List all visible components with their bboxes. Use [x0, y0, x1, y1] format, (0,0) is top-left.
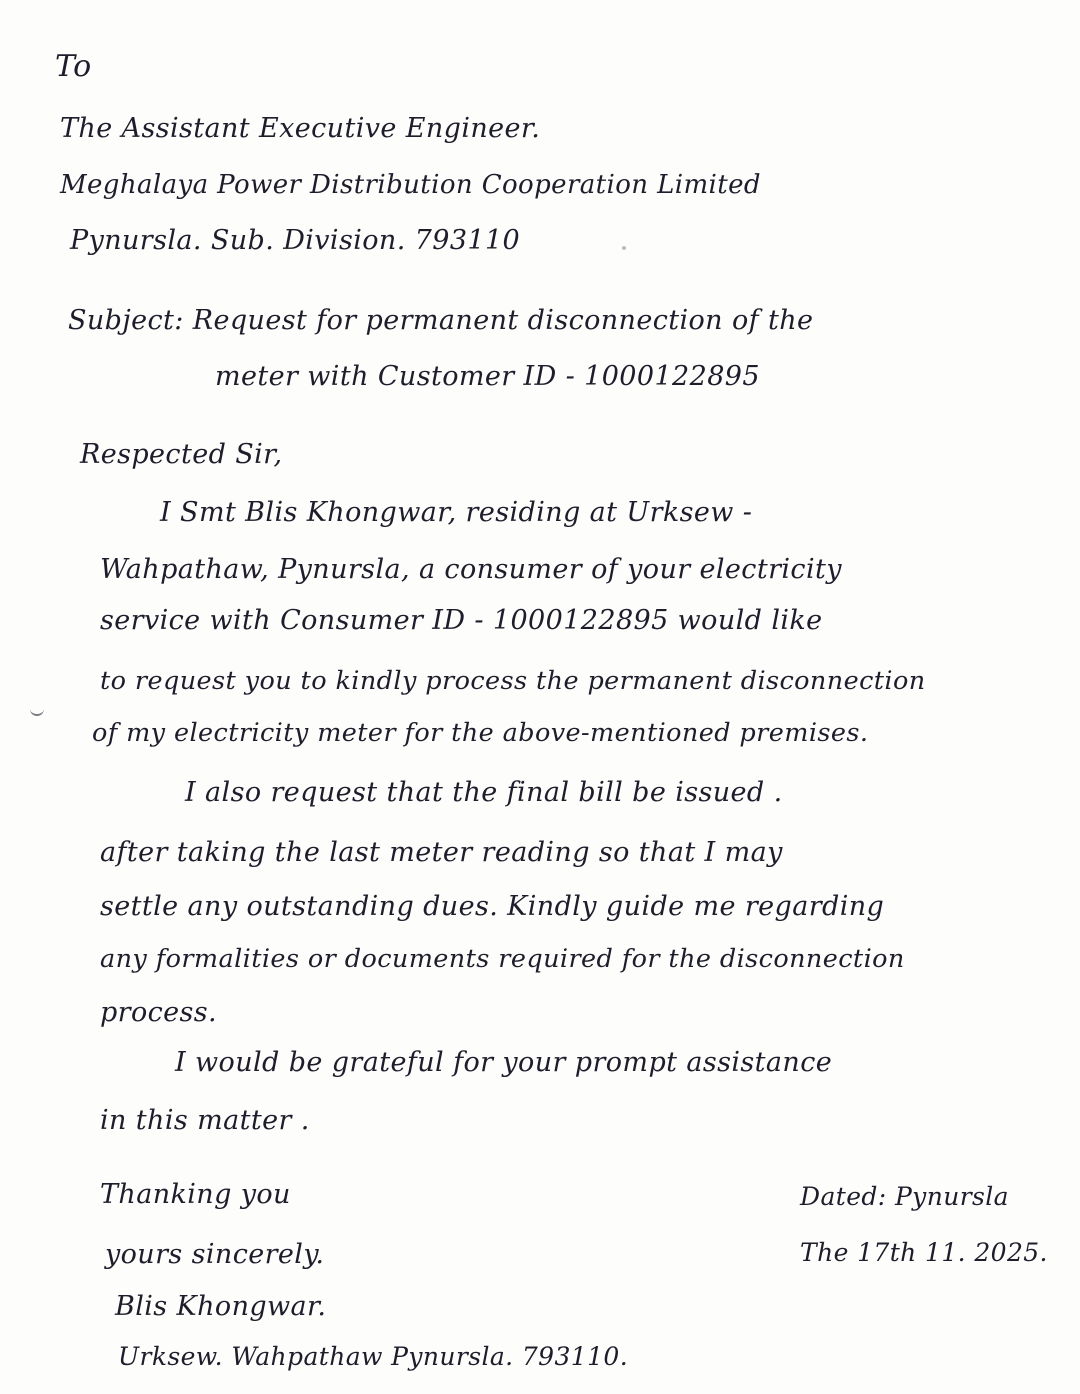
body-line-12: in this matter . [100, 1105, 310, 1136]
body-line-1: I Smt Blis Khongwar, residing at Urksew - [160, 497, 753, 528]
closing-thanks: Thanking you [100, 1179, 291, 1210]
body-line-9: any formalities or documents required for the disconnection [100, 944, 905, 974]
body-line-6: I also request that the final bill be issued . [185, 777, 783, 808]
body-line-4: to request you to kindly process the permanent disconnection [100, 666, 926, 696]
closing-sincerely: yours sincerely. [105, 1239, 325, 1270]
body-line-8: settle any outstanding dues. Kindly guide me regarding [100, 891, 885, 922]
recipient-line-3: Pynursla. Sub. Division. 793110 [70, 225, 521, 256]
dated-place: Dated: Pynursla [800, 1182, 1009, 1211]
recipient-line-1: The Assistant Executive Engineer. [60, 113, 541, 144]
body-line-3: service with Consumer ID - 1000122895 would like [100, 605, 823, 636]
body-line-10: process. [100, 997, 218, 1028]
margin-mark [30, 700, 44, 716]
body-line-5: of my electricity meter for the above-mentioned premises. [92, 718, 869, 748]
subject-line-2: meter with Customer ID - 1000122895 [215, 361, 760, 392]
greeting: Respected Sir, [80, 439, 283, 470]
paper-speck [622, 246, 626, 250]
subject-line-1: Subject: Request for permanent disconnection of the [68, 305, 814, 336]
signature-name: Blis Khongwar. [115, 1291, 327, 1322]
body-line-11: I would be grateful for your prompt assistance [175, 1047, 833, 1078]
to-line: To [55, 49, 92, 84]
recipient-line-2: Meghalaya Power Distribution Cooperation Limited [60, 170, 761, 200]
body-line-7: after taking the last meter reading so that I may [100, 837, 783, 868]
dated-date: The 17th 11. 2025. [800, 1238, 1048, 1267]
body-line-2: Wahpathaw, Pynursla, a consumer of your electricity [100, 554, 842, 585]
sender-address: Urksew. Wahpathaw Pynursla. 793110. [118, 1342, 629, 1371]
